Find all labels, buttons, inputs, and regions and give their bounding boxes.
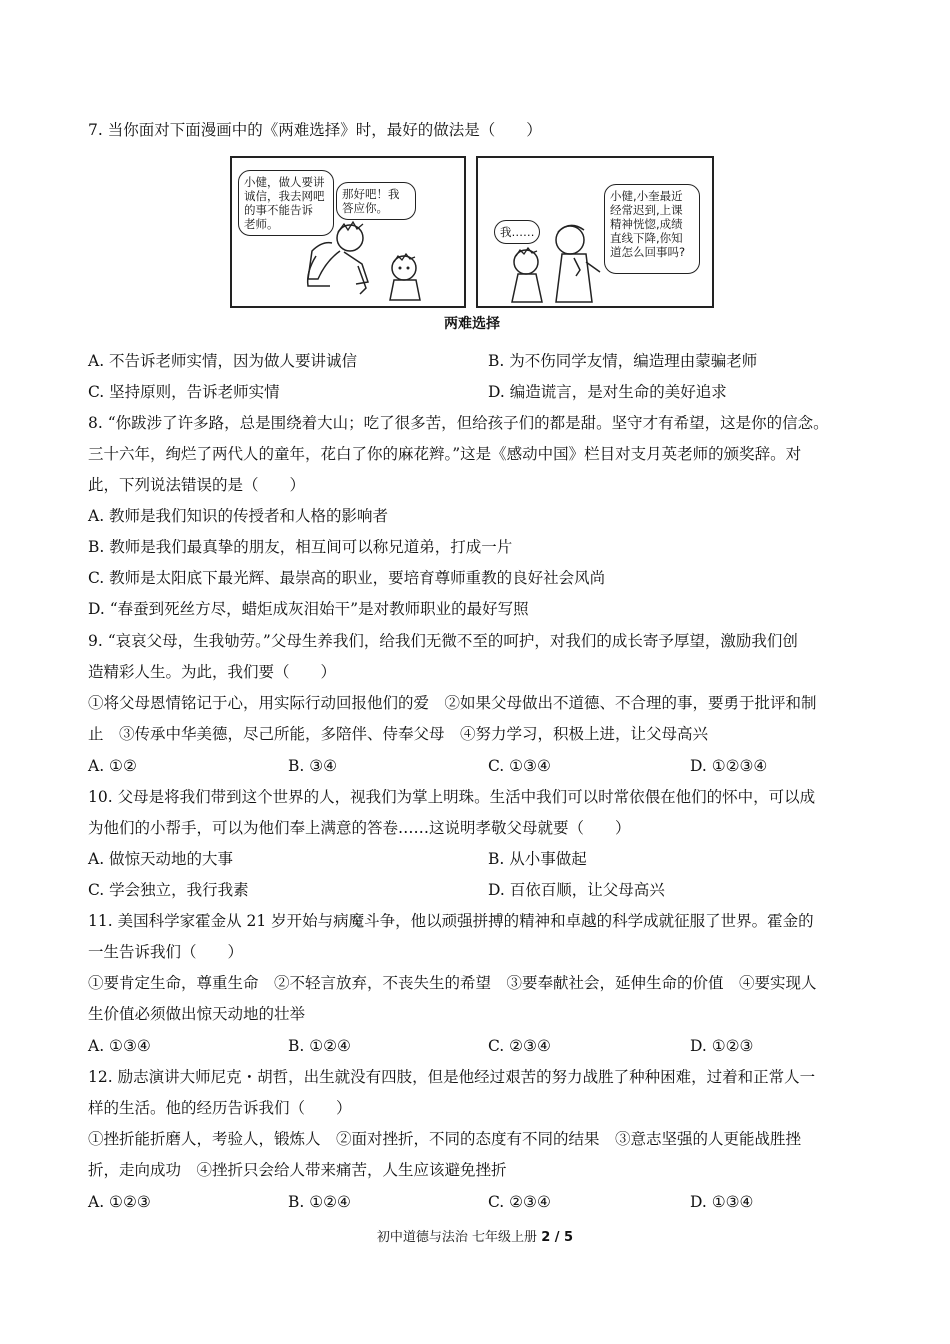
q9-items: ①将父母恩情铭记于心，用实际行动回报他们的爱 ②如果父母做出不道德、不合理的事，要勇于批评和制 — [88, 694, 817, 712]
speech-bubble: 小健,小奎最近 经常迟到,上课 精神恍惚,成绩 直线下降,你知 道怎么回事吗? — [604, 184, 700, 274]
comic-panel-left — [230, 156, 466, 308]
q7-option-c: C. 坚持原则，告诉老师实情 — [88, 383, 280, 401]
q12-option-c: C. ②③④ — [488, 1193, 551, 1211]
speech-bubble: 小健，做人要讲 诚信，我去网吧 的事不能告诉 老师。 — [238, 170, 334, 236]
q8-option-d: D. “春蚕到死丝方尽，蜡炬成灰泪始干”是对教师职业的最好写照 — [88, 600, 529, 618]
q12-option-b: B. ①②④ — [288, 1193, 351, 1211]
q10-stem: 10. 父母是将我们带到这个世界的人，视我们为掌上明珠。生活中我们可以时常依偎在他们的怀中，可以成 — [88, 788, 816, 806]
q12-option-d: D. ①③④ — [690, 1193, 754, 1211]
speech-bubble: 我…… — [494, 220, 540, 244]
comic-figures-icon — [232, 158, 464, 306]
q7-option-b: B. 为不伤同学友情，编造理由蒙骗老师 — [488, 352, 758, 370]
q8-stem: 此，下列说法错误的是（ ） — [88, 476, 306, 494]
page-number: 2 / 5 — [541, 1230, 574, 1245]
page-footer — [0, 1226, 950, 1245]
q9-option-d: D. ①②③④ — [690, 757, 768, 775]
q7-stem: 7. 当你面对下面漫画中的《两难选择》时，最好的做法是（ ） — [88, 121, 542, 139]
q9-option-b: B. ③④ — [288, 757, 338, 775]
q7-option-a: A. 不告诉老师实情，因为做人要讲诚信 — [88, 352, 358, 370]
q11-items: ①要肯定生命，尊重生命 ②不轻言放弃，不丧失生的希望 ③要奉献社会，延伸生命的价值 ④要实现人 — [88, 974, 817, 992]
q12-stem: 12. 励志演讲大师尼克・胡哲，出生就没有四肢，但是他经过艰苦的努力战胜了种种困难，过着和正常人一 — [88, 1068, 816, 1086]
q11-stem: 一生告诉我们（ ） — [88, 943, 244, 961]
q9-items: 止 ③传承中华美德，尽己所能，多陪伴、侍奉父母 ④努力学习，积极上进，让父母高兴 — [88, 725, 709, 743]
q7-option-d: D. 编造谎言，是对生命的美好追求 — [488, 383, 727, 401]
comic-caption: 两难选择 — [444, 316, 500, 332]
q11-stem: 11. 美国科学家霍金从 21 岁开始与病魔斗争，他以顽强拼搏的精神和卓越的科学成就征服了世界。霍金的 — [88, 912, 814, 930]
q9-stem: 造精彩人生。为此，我们要（ ） — [88, 663, 337, 681]
q8-stem: 三十六年，绚烂了两代人的童年，花白了你的麻花辫。”这是《感动中国》栏目对支月英老师的颁奖辞。对 — [88, 445, 802, 463]
q8-stem: 8. “你跋涉了许多路，总是围绕着大山；吃了很多苦，但给孩子们的都是甜。坚守才有希望，这是你的信念。 — [88, 414, 829, 432]
q9-stem: 9. “哀哀父母，生我劬劳。”父母生养我们，给我们无微不至的呵护，对我们的成长寄予厚望，激励我们创 — [88, 632, 798, 650]
q8-option-c: C. 教师是太阳底下最光辉、最崇高的职业，要培育尊师重教的良好社会风尚 — [88, 569, 606, 587]
comic-panel-right — [476, 156, 714, 308]
footer-text: 初中道德与法治 七年级上册 — [376, 1230, 542, 1245]
q11-items: 生价值必须做出惊天动地的壮举 — [88, 1005, 306, 1023]
q10-option-a: A. 做惊天动地的大事 — [88, 850, 234, 868]
q12-items: ①挫折能折磨人，考验人，锻炼人 ②面对挫折，不同的态度有不同的结果 ③意志坚强的人更能战胜挫 — [88, 1130, 802, 1148]
q10-option-c: C. 学会独立，我行我素 — [88, 881, 249, 899]
q11-option-d: D. ①②③ — [690, 1037, 754, 1055]
comic-figures-icon — [478, 158, 712, 306]
q10-stem: 为他们的小帮手，可以为他们奉上满意的答卷……这说明孝敬父母就要（ ） — [88, 819, 631, 837]
q11-option-a: A. ①③④ — [88, 1037, 151, 1055]
q9-option-a: A. ①② — [88, 757, 137, 775]
q12-items: 折，走向成功 ④挫折只会给人带来痛苦，人生应该避免挫折 — [88, 1161, 507, 1179]
q8-option-b: B. 教师是我们最真挚的朋友，相互间可以称兄道弟，打成一片 — [88, 538, 513, 556]
q12-option-a: A. ①②③ — [88, 1193, 151, 1211]
q10-option-d: D. 百依百顺，让父母高兴 — [488, 881, 665, 899]
comic-dilemma — [230, 156, 714, 340]
q11-option-c: C. ②③④ — [488, 1037, 551, 1055]
q11-option-b: B. ①②④ — [288, 1037, 351, 1055]
q9-option-c: C. ①③④ — [488, 757, 551, 775]
q8-option-a: A. 教师是我们知识的传授者和人格的影响者 — [88, 507, 389, 525]
q12-stem: 样的生活。他的经历告诉我们（ ） — [88, 1099, 352, 1117]
speech-bubble: 那好吧！我 答应你。 — [336, 182, 416, 220]
q10-option-b: B. 从小事做起 — [488, 850, 587, 868]
